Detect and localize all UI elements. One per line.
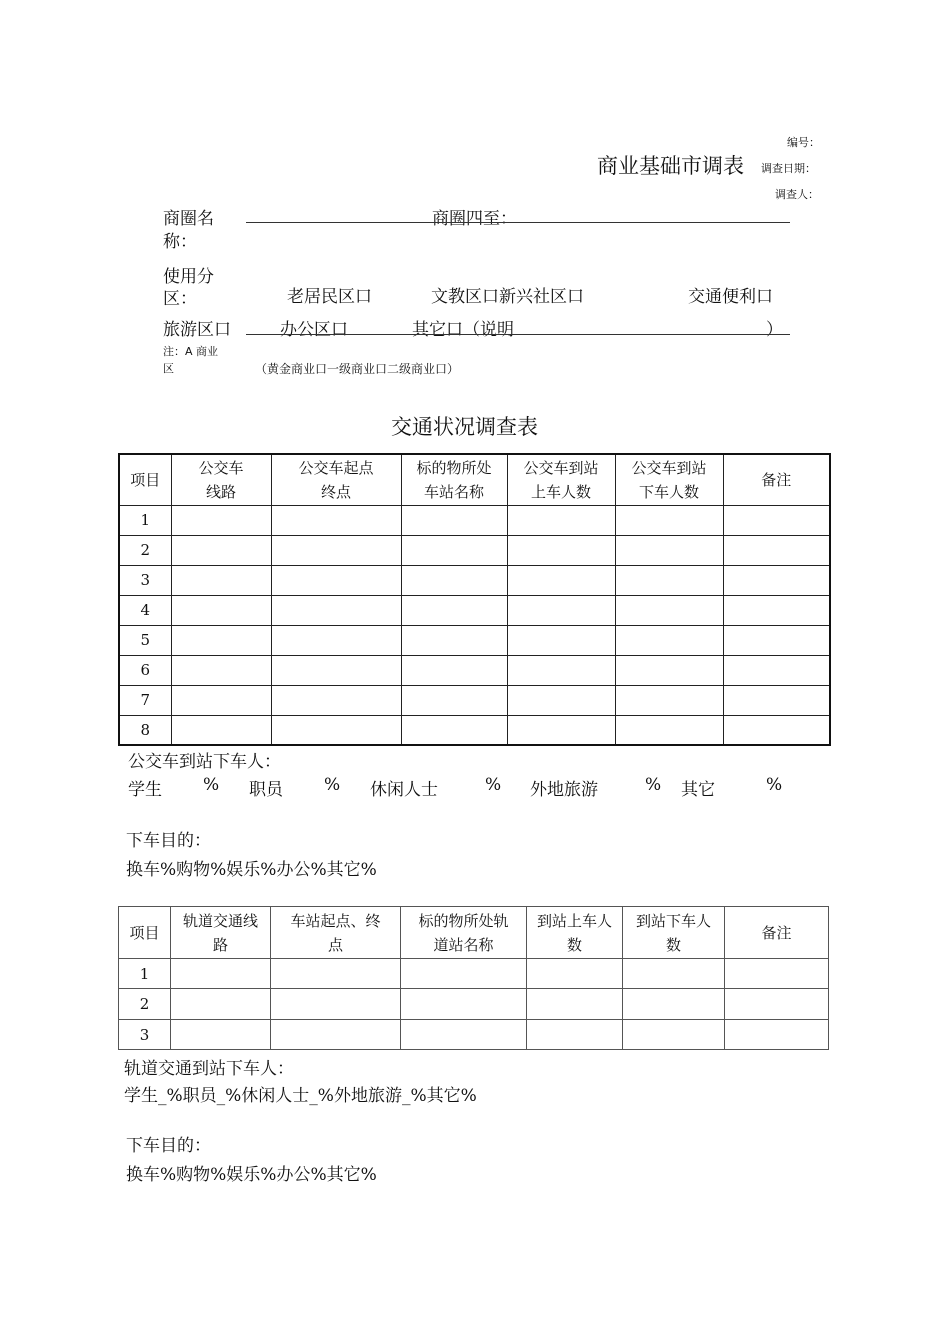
bus-table-cell[interactable] <box>507 715 615 745</box>
survey-date-label: 调查日期： <box>761 162 816 175</box>
bus-table-row-number: 7 <box>119 685 171 715</box>
zone-tourism[interactable]: 旅游区口 <box>163 320 231 340</box>
rail-header-boarding-1: 到站上车人 <box>536 911 612 930</box>
bus-table-cell[interactable] <box>615 595 723 625</box>
bus-table-header-row <box>119 454 830 505</box>
bus-header-station-1: 标的物所处 <box>416 458 492 477</box>
rail-table-row-number: 3 <box>119 1020 171 1050</box>
circle-name-underline[interactable] <box>246 222 790 223</box>
bus-table-cell[interactable] <box>615 505 723 535</box>
note-line1: 注：A 商业 <box>163 345 219 358</box>
bus-summary-tourist-label: 外地旅游 <box>530 780 598 800</box>
bus-table-cell[interactable] <box>401 535 507 565</box>
serial-label: 编号： <box>787 136 820 149</box>
bus-table-cell[interactable] <box>171 565 271 595</box>
rail-header-alighting-1: 到站下车人 <box>635 911 711 930</box>
bus-table-row-number: 2 <box>119 535 171 565</box>
bus-table-row-number: 6 <box>119 655 171 685</box>
rail-table-cell[interactable] <box>623 1020 725 1050</box>
bus-summary-tourist-pct[interactable]: % <box>645 775 662 795</box>
bus-table-cell[interactable] <box>507 655 615 685</box>
bus-table-cell[interactable] <box>401 655 507 685</box>
zone-office[interactable]: 办公区口 <box>280 320 348 340</box>
bus-table-row-number: 1 <box>119 505 171 535</box>
bus-table-cell[interactable] <box>401 505 507 535</box>
bus-table-cell[interactable] <box>401 625 507 655</box>
rail-table-cell[interactable] <box>171 989 271 1020</box>
rail-purpose-label: 下车目的： <box>126 1136 211 1156</box>
bus-header-station <box>401 454 507 505</box>
rail-table-cell[interactable] <box>725 1020 829 1050</box>
rail-table-cell[interactable] <box>623 959 725 989</box>
zone-label-line1: 使用分 <box>163 267 214 287</box>
bus-header-boarding-1: 公交车到站 <box>523 458 599 477</box>
bus-purpose-line[interactable]: 换车%购物%娱乐%办公%其它% <box>126 860 377 880</box>
bus-header-start-end-1: 公交车起点 <box>298 458 374 477</box>
bus-summary-leisure-pct[interactable]: % <box>485 775 502 795</box>
rail-summary-title: 轨道交通到站下车人： <box>124 1059 294 1079</box>
rail-table-row <box>119 989 829 1020</box>
bus-table-row <box>119 715 830 745</box>
rail-table-header-row <box>119 907 829 959</box>
bus-header-station-2: 车站名称 <box>423 482 484 501</box>
note-grades[interactable]: （黄金商业口一级商业口二级商业口） <box>255 362 460 376</box>
zone-other-close: ） <box>766 320 783 340</box>
bus-table-cell[interactable] <box>723 505 830 535</box>
rail-table-cell[interactable] <box>527 989 623 1020</box>
bus-table-row <box>119 535 830 565</box>
bus-table-cell[interactable] <box>171 655 271 685</box>
bus-table-cell[interactable] <box>615 715 723 745</box>
bus-table-cell[interactable] <box>507 685 615 715</box>
rail-table-cell[interactable] <box>527 1020 623 1050</box>
bus-table-row-number: 5 <box>119 625 171 655</box>
bus-table-cell[interactable] <box>723 625 830 655</box>
bus-table-cell[interactable] <box>507 595 615 625</box>
zone-underline[interactable] <box>246 334 790 335</box>
bus-table-cell[interactable] <box>171 595 271 625</box>
rail-header-boarding <box>527 907 623 959</box>
bus-table-row-number: 4 <box>119 595 171 625</box>
rail-table-cell[interactable] <box>401 989 527 1020</box>
bus-table-cell[interactable] <box>723 715 830 745</box>
rail-header-station-1: 标的物所处轨 <box>418 911 509 930</box>
bus-header-start-end <box>271 454 401 505</box>
rail-header-item-text: 项目 <box>129 923 160 942</box>
bus-header-alighting-2: 下车人数 <box>638 482 699 501</box>
bus-table-cell[interactable] <box>507 565 615 595</box>
bus-header-remarks-text: 备注 <box>761 470 792 489</box>
rail-table-row <box>119 959 829 989</box>
rail-table-row-number: 1 <box>119 959 171 989</box>
bus-header-alighting-1: 公交车到站 <box>631 458 707 477</box>
bus-table-cell[interactable] <box>171 685 271 715</box>
bus-table-cell[interactable] <box>723 565 830 595</box>
bus-table-cell[interactable] <box>271 565 401 595</box>
bus-table-cell[interactable] <box>271 685 401 715</box>
bus-header-remarks <box>723 454 830 505</box>
rail-table-cell[interactable] <box>401 1020 527 1050</box>
rail-table-cell[interactable] <box>171 1020 271 1050</box>
bus-summary-other-pct[interactable]: % <box>766 775 783 795</box>
rail-header-remarks-text: 备注 <box>761 923 792 942</box>
rail-table-row <box>119 1020 829 1050</box>
bus-header-start-end-2: 终点 <box>320 482 351 501</box>
bus-header-item <box>119 454 171 505</box>
bus-table-row <box>119 655 830 685</box>
rail-header-line-1: 轨道交通线 <box>182 911 258 930</box>
rail-header-alighting-2: 数 <box>665 935 681 954</box>
bus-table-row <box>119 505 830 535</box>
rail-header-line-2: 路 <box>212 935 228 954</box>
bus-table-cell[interactable] <box>723 595 830 625</box>
zone-old-residential[interactable]: 老居民区口 <box>287 287 372 307</box>
bus-table-cell[interactable] <box>615 655 723 685</box>
traffic-survey-title: 交通状况调查表 <box>391 415 538 439</box>
bus-table-cell[interactable] <box>271 595 401 625</box>
bus-table-cell[interactable] <box>615 565 723 595</box>
rail-table <box>118 906 829 1050</box>
rail-header-station-2: 道站名称 <box>433 935 494 954</box>
bus-table-cell[interactable] <box>271 505 401 535</box>
bus-table-cell[interactable] <box>723 685 830 715</box>
rail-table-cell[interactable] <box>725 989 829 1020</box>
rail-header-station <box>401 907 527 959</box>
bus-summary-other-label: 其它 <box>681 780 715 800</box>
bus-table-row <box>119 565 830 595</box>
bus-summary-staff-label: 职员 <box>249 780 283 800</box>
rail-header-start-end-1: 车站起点、终 <box>290 911 381 930</box>
bus-table-cell[interactable] <box>271 715 401 745</box>
bus-header-line-1: 公交车 <box>198 458 244 477</box>
rail-header-remarks <box>725 907 829 959</box>
bus-table-cell[interactable] <box>271 655 401 685</box>
zone-traffic[interactable]: 交通便利口 <box>688 287 773 307</box>
circle-bounds-label: 商圈四至： <box>432 209 517 229</box>
surveyor-label: 调查人： <box>775 188 819 201</box>
rail-header-boarding-2: 数 <box>566 935 582 954</box>
bus-table-cell[interactable] <box>723 655 830 685</box>
bus-table <box>118 453 831 746</box>
rail-header-start-end <box>271 907 401 959</box>
rail-summary-line[interactable]: 学生_%职员_%休闲人士_%外地旅游_%其它% <box>124 1086 477 1106</box>
bus-table-cell[interactable] <box>507 625 615 655</box>
page-title: 商业基础市调表 <box>597 154 744 178</box>
bus-summary-student <box>128 775 162 800</box>
bus-header-boarding <box>507 454 615 505</box>
bus-table-cell[interactable] <box>401 565 507 595</box>
bus-purpose-label: 下车目的： <box>126 831 211 851</box>
zone-label-line2: 区： <box>163 289 197 309</box>
bus-table-cell[interactable] <box>271 535 401 565</box>
bus-table-row <box>119 685 830 715</box>
rail-table-cell[interactable] <box>271 1020 401 1050</box>
circle-name-label-line2: 称： <box>163 232 197 252</box>
rail-table-cell[interactable] <box>171 959 271 989</box>
bus-header-line-2: 线路 <box>205 482 236 501</box>
bus-table-cell[interactable] <box>171 625 271 655</box>
note-line2: 区 <box>163 362 174 375</box>
bus-table-cell[interactable] <box>171 535 271 565</box>
rail-header-start-end-2: 点 <box>327 935 343 954</box>
bus-table-cell[interactable] <box>615 685 723 715</box>
rail-table-cell[interactable] <box>401 959 527 989</box>
rail-header-item <box>119 907 171 959</box>
rail-header-line <box>171 907 271 959</box>
bus-table-cell[interactable] <box>271 625 401 655</box>
rail-table-cell[interactable] <box>271 989 401 1020</box>
bus-header-line <box>171 454 271 505</box>
bus-summary-title: 公交车到站下车人： <box>128 752 281 772</box>
bus-table-cell[interactable] <box>507 535 615 565</box>
rail-table-cell[interactable] <box>527 959 623 989</box>
bus-table-cell[interactable] <box>401 685 507 715</box>
bus-table-cell[interactable] <box>507 505 615 535</box>
bus-header-boarding-2: 上车人数 <box>530 482 591 501</box>
bus-table-cell[interactable] <box>171 715 271 745</box>
bus-table-cell[interactable] <box>723 535 830 565</box>
rail-header-alighting <box>623 907 725 959</box>
zone-other[interactable]: 其它口（说明 <box>412 320 514 340</box>
bus-table-row-number: 3 <box>119 565 171 595</box>
bus-summary-student-pct[interactable]: % <box>203 775 220 795</box>
rail-purpose-line[interactable]: 换车%购物%娱乐%办公%其它% <box>126 1165 377 1185</box>
circle-name-label-line1: 商圈名 <box>163 209 214 229</box>
rail-table-cell[interactable] <box>725 959 829 989</box>
bus-table-cell[interactable] <box>171 505 271 535</box>
bus-table-cell[interactable] <box>401 715 507 745</box>
bus-header-item-text: 项目 <box>130 470 161 489</box>
zone-culture-new-community[interactable]: 文教区口新兴社区口 <box>431 287 584 307</box>
bus-table-cell[interactable] <box>615 625 723 655</box>
rail-table-cell[interactable] <box>271 959 401 989</box>
bus-summary-leisure-label: 休闲人士 <box>370 780 438 800</box>
bus-table-cell[interactable] <box>401 595 507 625</box>
bus-table-row-number: 8 <box>119 715 171 745</box>
bus-header-alighting <box>615 454 723 505</box>
bus-table-row <box>119 625 830 655</box>
bus-table-cell[interactable] <box>615 535 723 565</box>
bus-table-row <box>119 595 830 625</box>
rail-table-cell[interactable] <box>623 989 725 1020</box>
bus-summary-staff-pct[interactable]: % <box>324 775 341 795</box>
bus-summary-student-label: 学生 <box>128 780 162 800</box>
rail-table-row-number: 2 <box>119 989 171 1020</box>
